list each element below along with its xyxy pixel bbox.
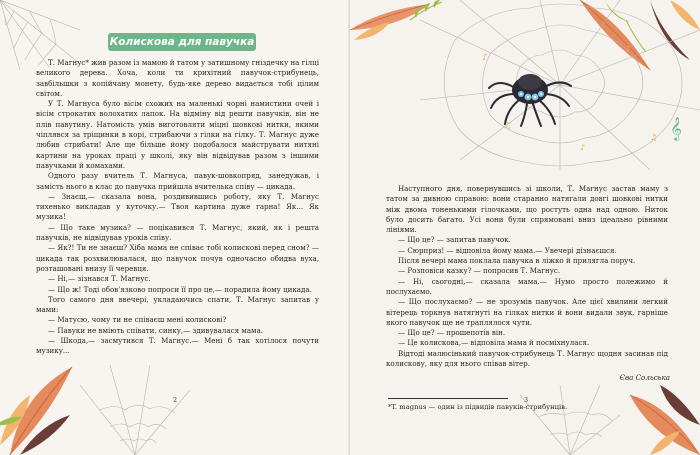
paragraph: — Як?! Ти не знаєш? Хіба мама не співає тобі колискові перед сном? — цикада так розхвилювалася, що павучок почув одночасно обидва вуха, розташовані внизу її черевця.	[36, 243, 319, 273]
story-title: Колискова для павучка	[109, 36, 255, 48]
leaf-decoration-bottom-left	[0, 355, 80, 455]
right-page	[350, 0, 700, 455]
paragraph: — Що послухаємо? — не зрозумів павучок. Але цієї хвилини легкий вітерець торкнув натягнуті на гілках нитки й вони видали звук, гарніше якого павучок ще не траплялося чути.	[386, 297, 668, 327]
page-number-left: 2	[173, 396, 178, 404]
paragraph: Наступного дня, повернувшись зі школи, Т. Магнус застав маму з татом за дивною справою: вони старанно натягали довгі шовкові нитки між двома тоненькими гілочками, що ростуть одна над одною. Ниток було досить багато. Усі вони були спрямовані вниз ідеально рівними лініями.	[386, 184, 668, 235]
music-note-icon: ♪	[482, 53, 488, 63]
paragraph: — Ні,— зізнався Т. Магнус.	[48, 274, 151, 284]
music-note-icon: ♪	[625, 45, 631, 55]
paragraph: — Розповіси казку? — попросив Т. Магнус.	[398, 266, 561, 276]
paragraph: — Сюрприз! — відповіла йому мама.— Увечері дізнаєшся.	[398, 245, 617, 255]
story-title-banner	[108, 33, 256, 51]
right-text-column	[386, 184, 668, 369]
author-signature: Єва Сольська	[619, 373, 670, 382]
paragraph: — Що це? — запитав павучок.	[398, 235, 511, 245]
paragraph: Після вечері мама поклала павучка в ліжко й прилягла поруч.	[398, 256, 636, 266]
spider-web-bottom-left	[80, 365, 190, 455]
paragraph: — Що ж! Тоді обов'язково попроси її про це,— порадила йому цикада.	[48, 284, 312, 294]
paragraph: — Це колискова,— відповіла мама й посміхнулася.	[398, 338, 590, 348]
footnote-divider	[388, 398, 508, 399]
paragraph: Т. Магнус* жив разом із мамою й татом у затишному гніздечку на гілці великого дерева. Хоча, коли ти крихітний павучок-стрибунець, завбільшки з копійчану монету, будь-яке дерево видається тобі цілим світом.	[36, 58, 319, 98]
music-note-icon: ♫	[504, 121, 512, 130]
paragraph: — Що це? — прошепотів він.	[398, 328, 506, 338]
music-note-icon: ♪	[580, 143, 586, 152]
music-note-icon: ♫	[650, 133, 658, 142]
paragraph: — Що таке музика? — поцікавився Т. Магнус, який, як і решта павучків, не відвідував уроків співу.	[36, 222, 319, 243]
page-number-right: 3	[524, 396, 529, 404]
paragraph: — Шкода,— засмутився Т. Магнус.— Мені б так хотілося почути музику...	[36, 336, 319, 356]
paragraph: — Знаєш,— сказала вона, роздивившись роботу, яку Т. Магнус тихенько викладав у куточку.— Твоя картина дуже гарна! Як... Як музика!	[36, 191, 319, 222]
paragraph: — Ні, сьогодні,— сказала мама.— Нумо просто полежимо й послухаємо.	[386, 276, 668, 296]
spider-illustration	[485, 58, 575, 128]
paragraph: Одного разу вчитель Т. Магнуса, павук-шовкопряд, занедужав, і замість нього в клас до павучка прийшла вчителька співу — цикада.	[36, 171, 319, 191]
treble-clef-icon: 𝄞	[670, 116, 682, 140]
spider-web-bottom-right	[520, 385, 620, 455]
paragraph: — Матусю, чому ти не співаєш мені колискові?	[48, 315, 227, 325]
paragraph: У Т. Магнуса було вісім схожих на маленькі чорні намистини очей і вісім строкатих волохатих лапок. На відміну від решти павучків, він не плів павутину. Натомість умів виготовляти міцні шовкові нитки, якими чіплявся за тріщинки в корі, стрибаючи з гілки на гілку. Т. Магнус дуже любив стрибати! Але ще більше йому подобалося майструвати нитяні картини на уроках праці у школі, яку він відвідував разом з іншими павучками й комахами.	[36, 99, 319, 170]
paragraph: — Павуки не вміють співати, синку,— здивувалася мама.	[48, 325, 264, 335]
left-text-column	[36, 58, 319, 357]
paragraph: Відтоді малюсінький павучок-стрибунець Т. Магнус щодня засинав під колискову, яку для нього співав вітер.	[386, 348, 668, 369]
paragraph: Того самого дня ввечері, укладаючись спати, Т. Магнус запитав у мами:	[36, 294, 319, 315]
footnote: *T. magnus — один із підвидів павуків-стрибунців.	[388, 403, 568, 411]
